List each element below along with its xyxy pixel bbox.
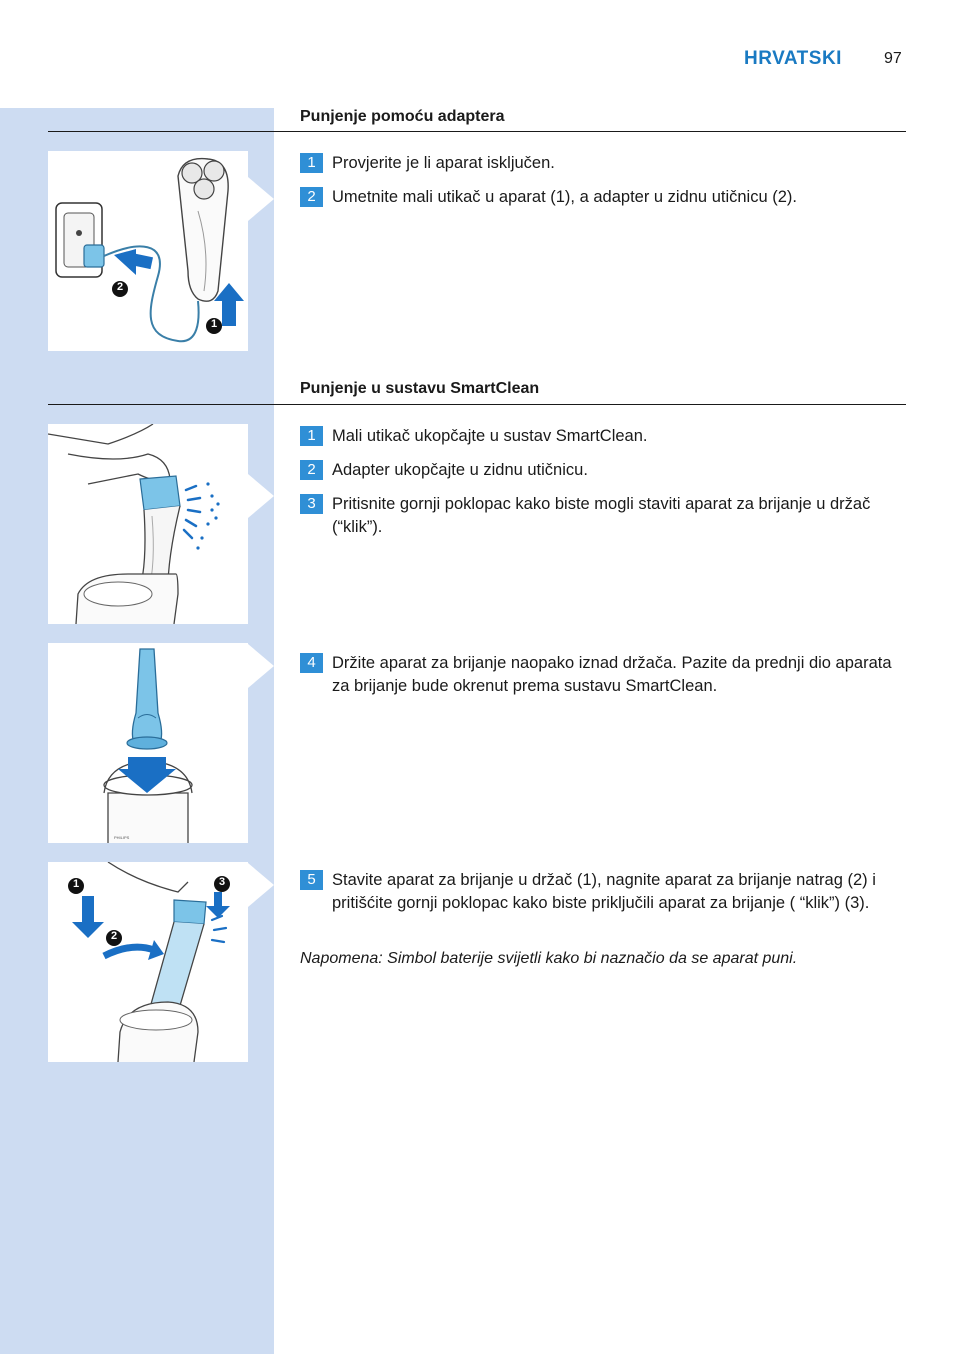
callout-2-label: 2 <box>110 930 118 942</box>
section-title-adapter: Punjenje pomoću adaptera <box>300 108 505 125</box>
step-number: 2 <box>300 187 323 207</box>
illustration-insert-shaver <box>48 862 248 1062</box>
callout-2-label: 2 <box>116 281 124 293</box>
page-number: 97 <box>884 50 902 67</box>
callout-1-label: 1 <box>210 318 218 330</box>
step-text: Umetnite mali utikač u aparat (1), a adapter u zidnu utičnicu (2). <box>332 188 797 206</box>
callout-pointer <box>248 863 274 907</box>
illustration-upside-down <box>48 643 248 843</box>
section-divider <box>48 131 906 132</box>
illustration-press-lid <box>48 424 248 624</box>
step-number: 1 <box>300 153 323 173</box>
step-item <box>300 493 906 539</box>
callout-pointer <box>248 474 274 518</box>
section-divider <box>48 404 906 405</box>
step-number: 2 <box>300 460 323 480</box>
step-item <box>300 652 906 698</box>
step-item <box>300 459 906 482</box>
step-item <box>300 869 906 915</box>
step-text: Mali utikač ukopčajte u sustav SmartClean. <box>332 427 648 445</box>
step-text: Pritisnite gornji poklopac kako biste mogli staviti aparat za brijanje u držač (“klik”). <box>332 495 871 536</box>
callout-pointer <box>248 644 274 688</box>
step-item <box>300 152 906 175</box>
callout-pointer <box>248 177 274 221</box>
step-number: 4 <box>300 653 323 673</box>
step-item <box>300 186 906 209</box>
step-text: Držite aparat za brijanje naopako iznad držača. Pazite da prednji dio aparata za brijanje bude okrenut prema sustavu SmartClean. <box>332 654 892 695</box>
step-item <box>300 425 906 448</box>
step-number: 1 <box>300 426 323 446</box>
step-text: Stavite aparat za brijanje u držač (1), nagnite aparat za brijanje natrag (2) i pritišćite gornji poklopac kako biste priključili aparat za brijanje ( “klik”) (3). <box>332 871 876 912</box>
language-label: HRVATSKI <box>744 48 842 69</box>
callout-3-label: 3 <box>218 876 226 888</box>
step-number: 5 <box>300 870 323 890</box>
note-text: Napomena: Simbol baterije svijetli kako bi naznačio da se aparat puni. <box>300 950 798 967</box>
section-title-smartclean: Punjenje u sustavu SmartClean <box>300 380 540 397</box>
step-text: Adapter ukopčajte u zidnu utičnicu. <box>332 461 588 479</box>
brand-logo-text: PHILIPS <box>114 835 130 840</box>
step-text: Provjerite je li aparat isključen. <box>332 154 555 172</box>
illustration-adapter-charging <box>48 151 248 351</box>
step-number: 3 <box>300 494 323 514</box>
callout-1-label: 1 <box>72 878 80 890</box>
